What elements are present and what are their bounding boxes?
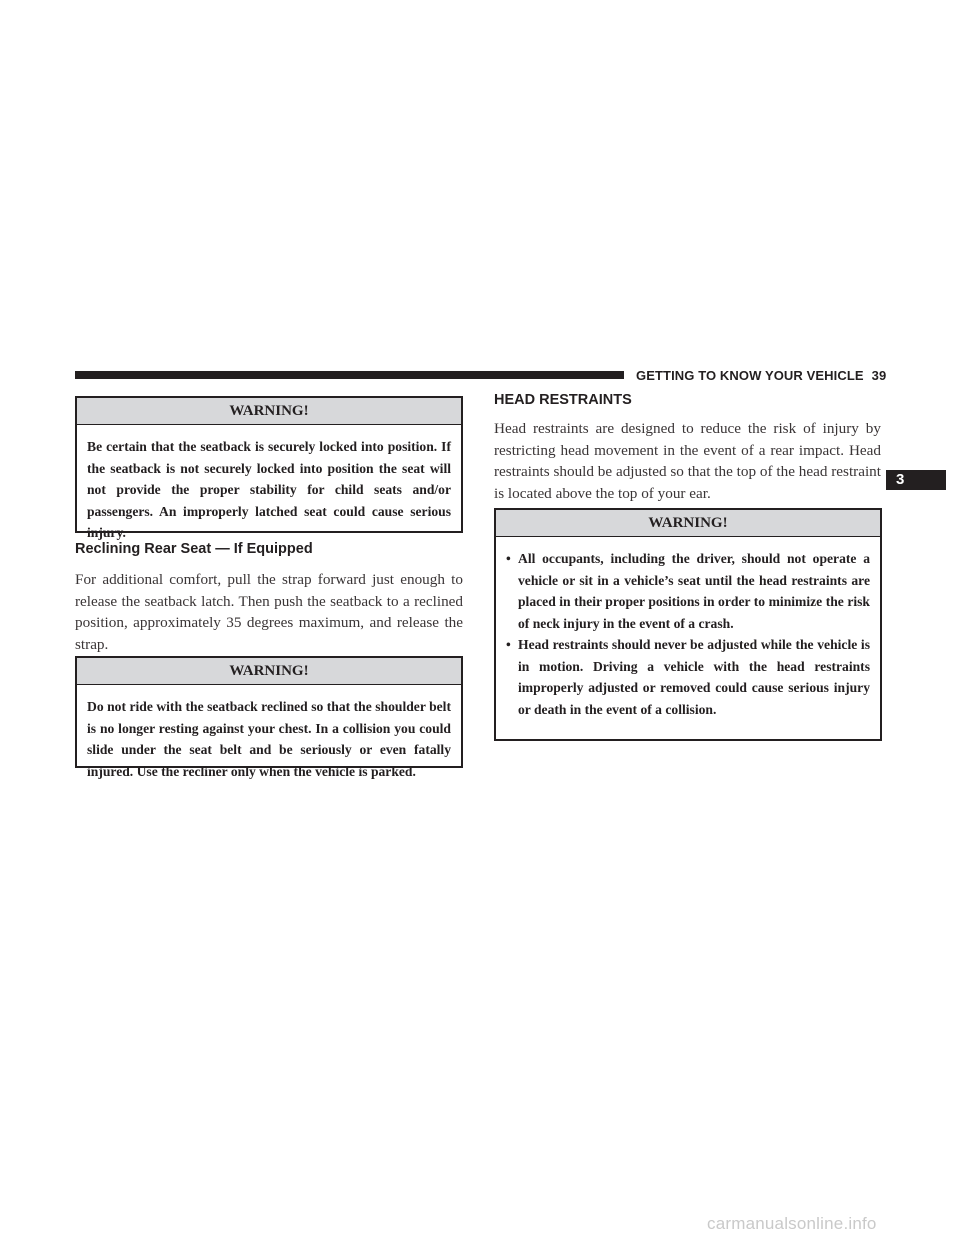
warning-text: Do not ride with the seatback reclined so that the shoulder belt is no longer resting against your chest. In a collision you could slide under the seat belt and be seriously or even fatally injured. Use the recliner only when the vehicle is parked. (87, 699, 451, 779)
recliner-warning-box (75, 656, 463, 779)
warning-list-item (506, 548, 870, 634)
reclining-seat-paragraph: For additional comfort, pull the strap forward just enough to release the seatback latch. Then push the seatback to a reclined position, approximately 35 degrees maximum, and release the strap. (75, 571, 463, 653)
page-number: 39 (871, 368, 887, 383)
warning-list-item (506, 634, 870, 720)
chapter-tab: 3 (886, 470, 946, 490)
warning-list (506, 548, 870, 720)
warning-item-text: All occupants, including the driver, should not operate a vehicle or sit in a vehicle’s seat until the head restraints are placed in their proper positions in order to minimize the risk of neck injury in the event of a crash. (518, 551, 870, 631)
reclining-seat-heading: Reclining Rear Seat — If Equipped (75, 541, 313, 557)
bullet-icon: • (506, 637, 511, 652)
bullet-icon: • (506, 551, 511, 566)
warning-title: WARNING! (77, 658, 461, 685)
section-title: GETTING TO KNOW YOUR VEHICLE (636, 368, 864, 383)
head-restraints-heading: HEAD RESTRAINTS (494, 392, 632, 408)
running-head (636, 368, 886, 383)
header-rule (75, 371, 624, 379)
head-restraints-paragraph: Head restraints are designed to reduce the risk of injury by restricting head movement in the event of a rear impact. Head restraints should be adjusted so that the top of the head restraint is located above the top of your ear. (494, 420, 881, 502)
watermark: carmanualsonline.info (707, 1214, 877, 1233)
seatback-lock-warning-box (75, 396, 463, 540)
warning-title: WARNING! (496, 510, 880, 537)
warning-list-body (496, 537, 880, 728)
warning-title: WARNING! (77, 398, 461, 425)
warning-item-text: Head restraints should never be adjusted while the vehicle is in motion. Driving a vehicle with the head restraints improperly adjusted or removed could cause serious injury or death in the event of a collision. (518, 637, 870, 717)
warning-text: Be certain that the seatback is securely locked into position. If the seatback is not securely locked into position the seat will not provide the proper stability for child seats and/or passengers. An improperly latched seat could cause serious injury. (87, 439, 451, 540)
head-restraints-warning-box (494, 508, 882, 741)
